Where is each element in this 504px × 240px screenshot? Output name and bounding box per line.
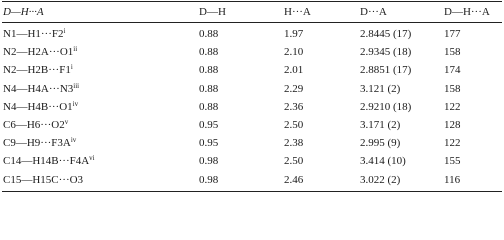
dha-angle: 174 (444, 64, 461, 77)
dh-distance: 0.88 (199, 46, 219, 59)
dh-distance: 0.98 (199, 155, 219, 168)
dh-distance: 0.88 (199, 64, 219, 77)
da-distance: 2.8851 (17) (360, 64, 412, 77)
da-distance: 3.121 (2) (360, 82, 401, 95)
bond-label: C9—H9···F3A (3, 137, 71, 150)
header-row (0, 4, 504, 20)
bond-cell (3, 117, 68, 133)
table-row (0, 172, 504, 188)
dh-distance: 0.95 (199, 119, 219, 131)
table-row (0, 26, 504, 42)
ha-distance: 2.50 (284, 155, 304, 168)
symmetry-code: iv (70, 136, 77, 145)
bond-label: C14—H14B···F4A (3, 155, 90, 168)
ha-distance: 2.50 (284, 119, 304, 131)
bond-cell (3, 153, 95, 169)
table-row (0, 153, 504, 169)
bond-label: C6—H6···O2 (3, 119, 65, 131)
symmetry-code: iii (73, 81, 80, 90)
dh-distance: 0.88 (199, 82, 219, 95)
da-distance: 3.414 (10) (360, 155, 406, 168)
ha-distance: 2.36 (284, 100, 304, 113)
dha-angle: 122 (444, 137, 461, 150)
bond-label: N1—H1···F2 (3, 28, 64, 40)
ha-distance: 2.46 (284, 173, 304, 186)
dha-angle: 177 (444, 28, 461, 40)
bond-label: N4—H4A···N3 (3, 82, 74, 95)
bond-label: N2—H2B···F1 (3, 64, 71, 77)
da-distance: 2.8445 (17) (360, 28, 412, 40)
bond-cell (3, 81, 79, 97)
dh-distance: 0.88 (199, 100, 219, 113)
header-rule (2, 22, 502, 23)
table-row (0, 135, 504, 151)
dha-angle: 158 (444, 46, 461, 59)
ha-distance: 2.29 (284, 82, 304, 95)
table-row (0, 117, 504, 133)
dha-angle: 116 (444, 173, 461, 186)
bond-cell (3, 172, 83, 188)
table-row (0, 99, 504, 115)
table-row (0, 81, 504, 97)
bond-label: N4—H4B···O1 (3, 100, 73, 113)
da-distance: 2.9210 (18) (360, 100, 412, 113)
dh-distance: 0.95 (199, 137, 219, 150)
symmetry-code: ii (73, 45, 78, 54)
header-da: D···A (360, 6, 387, 18)
table-row (0, 62, 504, 78)
symmetry-code: iv (72, 99, 79, 108)
dha-angle: 158 (444, 82, 461, 95)
header-angle: D—H···A (444, 6, 490, 18)
table-row (0, 44, 504, 60)
symmetry-code: i (63, 27, 66, 35)
da-distance: 3.171 (2) (360, 119, 401, 131)
bond-cell (3, 62, 73, 78)
bond-label: N2—H2A···O1 (3, 46, 74, 59)
symmetry-code: vi (89, 154, 95, 163)
symmetry-code: v (64, 118, 69, 126)
dha-angle: 128 (444, 119, 461, 131)
dh-distance: 0.88 (199, 28, 219, 40)
header-ha: H···A (284, 6, 311, 18)
ha-distance: 1.97 (284, 28, 304, 40)
dha-angle: 122 (444, 100, 461, 113)
ha-distance: 2.38 (284, 137, 304, 150)
dha-angle: 155 (444, 155, 461, 168)
symmetry-code: i (70, 63, 73, 72)
ha-distance: 2.10 (284, 46, 304, 59)
header-dh: D—H (199, 6, 226, 18)
da-distance: 2.995 (9) (360, 137, 401, 150)
bond-cell (3, 99, 78, 115)
top-rule (2, 1, 502, 2)
bottom-rule (2, 191, 502, 192)
bond-cell (3, 44, 77, 60)
bond-cell (3, 26, 65, 42)
dh-distance: 0.98 (199, 173, 219, 186)
bond-cell (3, 135, 76, 151)
ha-distance: 2.01 (284, 64, 304, 77)
da-distance: 3.022 (2) (360, 173, 401, 186)
da-distance: 2.9345 (18) (360, 46, 412, 59)
header-dha: D—H···A (3, 6, 44, 18)
bond-label: C15—H15C···O3 (3, 173, 84, 186)
